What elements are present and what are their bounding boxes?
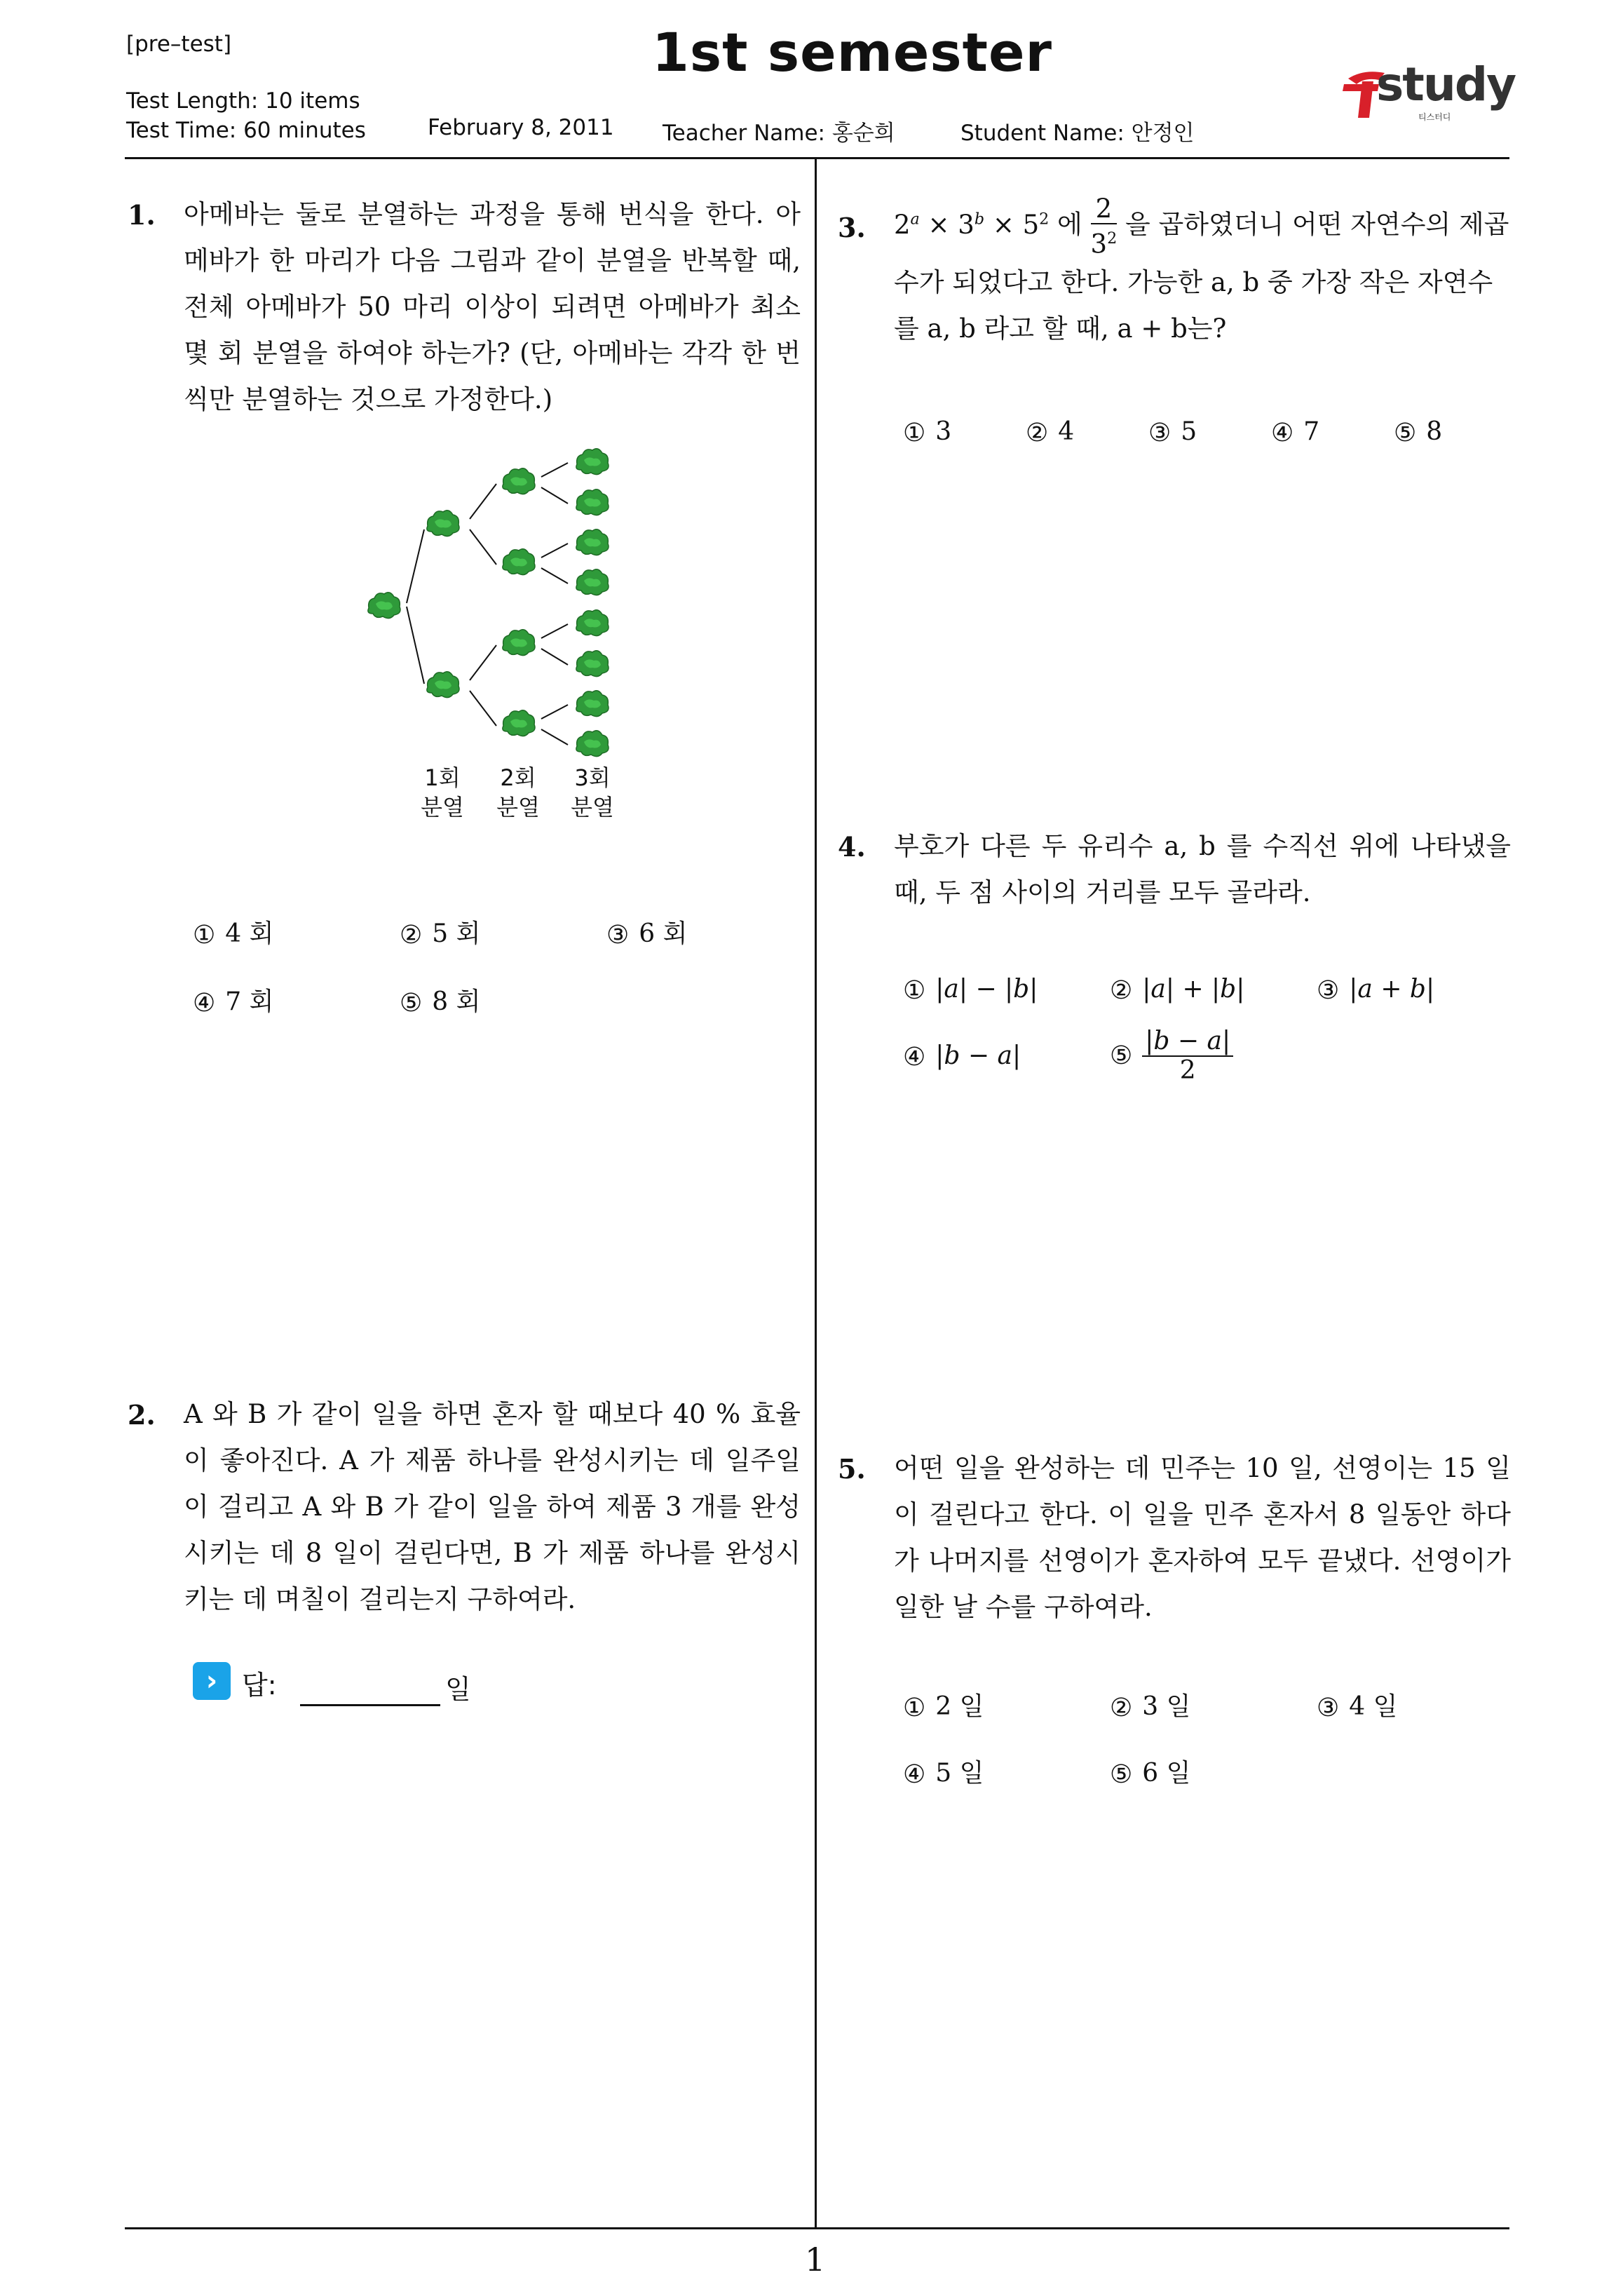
q4-number: 4. [838, 831, 866, 863]
option-marker-3: ③ [1317, 1694, 1340, 1722]
q3-number-text: 3. [838, 212, 866, 243]
q1-option-3[interactable] [606, 914, 687, 950]
option-marker-3: ③ [1148, 419, 1172, 447]
option-marker-2: ② [400, 921, 423, 950]
logo-subtext: 티스터디 [1418, 112, 1451, 122]
q5-option-4[interactable] [903, 1753, 984, 1789]
q5-option-1[interactable] [903, 1687, 984, 1722]
test-length: Test Length: 10 items [126, 88, 360, 114]
q3-expression: $2^a \times 3^b \times 5^2$ [894, 209, 1050, 240]
q5-option-5[interactable] [1110, 1753, 1190, 1789]
fig-label-gen1-sub: 분열 [421, 794, 464, 821]
q1-option-2-text: 5 회 [432, 919, 481, 948]
q1-amoeba-figure [358, 435, 638, 764]
q5-option-3-text: 4 일 [1349, 1692, 1398, 1721]
q1-fig-label-1 [418, 763, 467, 822]
fig-label-gen2: 2회 [500, 764, 536, 791]
option-marker-5: ⑤ [400, 989, 423, 1018]
q4-option-3-text: |a + b| [1349, 975, 1435, 1004]
q5-option-5-text: 6 일 [1142, 1759, 1191, 1788]
option-marker-5: ⑤ [1110, 1760, 1133, 1789]
q4-option-4[interactable] [903, 1041, 1021, 1070]
q3-option-4-text: 7 [1303, 417, 1320, 446]
q3-line1-end: 을 곱하였더니 어떤 자연수의 제곱 [1125, 209, 1509, 240]
q5-option-4-text: 5 일 [935, 1759, 984, 1788]
column-divider [815, 158, 817, 2227]
q1-option-1[interactable] [193, 914, 273, 950]
q1-number: 1. [128, 199, 156, 231]
q3-option-3-text: 5 [1181, 417, 1197, 446]
q4-option-1[interactable] [903, 975, 1038, 1004]
q1-option-5[interactable] [400, 982, 480, 1018]
fig-label-gen3-sub: 분열 [571, 794, 614, 821]
logo-text: study [1376, 58, 1516, 112]
q1-option-3-text: 6 회 [639, 919, 688, 948]
fig-label-gen1: 1회 [424, 764, 461, 791]
q5-option-1-text: 2 일 [935, 1692, 984, 1721]
header-rule [125, 157, 1509, 159]
option-marker-1: ① [903, 419, 926, 447]
q3-option-4[interactable] [1271, 417, 1319, 446]
chevron-right-icon: › [193, 1662, 231, 1700]
tstudy-logo [1336, 58, 1516, 130]
q1-fig-label-2 [494, 763, 543, 822]
option-marker-2: ② [1110, 1694, 1133, 1722]
q2-answer-unit: 일 [445, 1674, 471, 1705]
test-time: Test Time: 60 minutes [126, 118, 366, 143]
q4-option-2[interactable] [1110, 975, 1244, 1004]
page-title: 1st semester [652, 21, 1053, 83]
q5-option-2-text: 3 일 [1142, 1692, 1191, 1721]
test-date: February 8, 2011 [428, 115, 614, 140]
q5-option-2[interactable] [1110, 1687, 1190, 1722]
q5-number: 5. [838, 1453, 866, 1485]
q3-option-1[interactable] [903, 417, 951, 446]
q1-text: 아메바는 둘로 분열하는 과정을 통해 번식을 한다. 아메바가 한 마리가 다음 그림과 같이 분열을 반복할 때, 전체 아메바가 50 마리 이상이 되려면 아메바가 최소 몇 회 분열을 하여야 하는가? (단, 아메바는 각각 한 번씩만 분열하는 것으로 가정한다.) [184, 199, 801, 414]
option-marker-5: ⑤ [1110, 1041, 1133, 1070]
amoeba-division-tree [358, 435, 638, 764]
q3-option-1-text: 3 [935, 417, 952, 446]
q4-option-3[interactable] [1317, 975, 1434, 1004]
q3-line1-after: 에 [1057, 209, 1082, 240]
fig-label-gen3: 3회 [574, 764, 611, 791]
q2-number: 2. [128, 1399, 156, 1431]
q4-option-5[interactable] [1110, 1027, 1233, 1085]
option-marker-4: ④ [1271, 419, 1294, 447]
pretest-label: [pre–test] [126, 32, 232, 57]
fig-label-gen2-sub: 분열 [496, 794, 540, 821]
option-marker-4: ④ [903, 1760, 926, 1789]
q1-fig-label-3 [568, 763, 617, 822]
q2-text: A 와 B 가 같이 일을 하면 혼자 할 때보다 40 % 효율이 좋아진다. A 가 제품 하나를 완성시키는 데 일주일이 걸리고 A 와 B 가 같이 일을 하여 제품 3 개를 완성시키는 데 8 일이 걸린다면, B 가 제품 하나를 완성시키는 데 며칠이 걸리는지 구하여라. [184, 1399, 801, 1614]
q3-line3: 를 a, b 라고 할 때, a + b는? [894, 313, 1227, 344]
q4-option-1-text: |a| − |b| [935, 975, 1038, 1004]
q1-option-5-text: 8 회 [432, 987, 481, 1016]
option-marker-2: ② [1110, 976, 1133, 1005]
q2-answer-label: 답: [242, 1670, 277, 1701]
q2-answer-blank[interactable] [300, 1704, 440, 1706]
q3-option-2-text: 4 [1058, 417, 1075, 446]
q3-line1 [894, 195, 1509, 258]
footer-rule [125, 2227, 1509, 2229]
q3-option-5[interactable] [1394, 417, 1442, 446]
q1-option-2[interactable] [400, 914, 480, 950]
q1-option-4-text: 7 회 [225, 987, 274, 1016]
q3-option-5-text: 8 [1426, 417, 1443, 446]
option-marker-2: ② [1026, 419, 1049, 447]
q1-option-4[interactable] [193, 982, 273, 1018]
page-number: 1 [805, 2241, 826, 2278]
q5-text: 어떤 일을 완성하는 데 민주는 10 일, 선영이는 15 일이 걸린다고 한다. 이 일을 민주 혼자서 8 일동안 하다가 나머지를 선영이가 혼자하여 모두 끝냈다. 선영이가 일한 날 수를 구하여라. [894, 1453, 1511, 1622]
q4-option-5-fraction [1142, 1027, 1233, 1085]
student-name: Student Name: 안정인 [960, 121, 1195, 146]
option-marker-5: ⑤ [1394, 419, 1417, 447]
q3-number [838, 212, 866, 243]
option-marker-1: ① [193, 921, 216, 950]
q4-option-5-numerator: |b − a| [1142, 1027, 1233, 1057]
option-marker-3: ③ [606, 921, 630, 950]
option-marker-1: ① [903, 976, 926, 1005]
q4-text: 부호가 다른 두 유리수 a, b 를 수직선 위에 나타냈을 때, 두 점 사이의 거리를 모두 골라라. [894, 831, 1511, 907]
q4-option-5-denominator: 2 [1179, 1056, 1196, 1085]
q3-fraction: $\frac{2}{3^2}$ [1090, 194, 1118, 259]
q1-option-1-text: 4 회 [225, 919, 274, 948]
q3-option-3[interactable] [1148, 417, 1197, 446]
option-marker-3: ③ [1317, 976, 1340, 1005]
q4-option-2-text: |a| + |b| [1142, 975, 1245, 1004]
q4-option-4-text: |b − a| [935, 1041, 1021, 1070]
q5-option-3[interactable] [1317, 1687, 1397, 1722]
option-marker-4: ④ [903, 1043, 926, 1072]
q3-option-2[interactable] [1026, 417, 1074, 446]
option-marker-4: ④ [193, 989, 216, 1018]
option-marker-1: ① [903, 1694, 926, 1722]
teacher-name: Teacher Name: 홍순희 [663, 121, 895, 146]
q3-line2: 수가 되었다고 한다. 가능한 a, b 중 가장 작은 자연수 [894, 267, 1493, 297]
